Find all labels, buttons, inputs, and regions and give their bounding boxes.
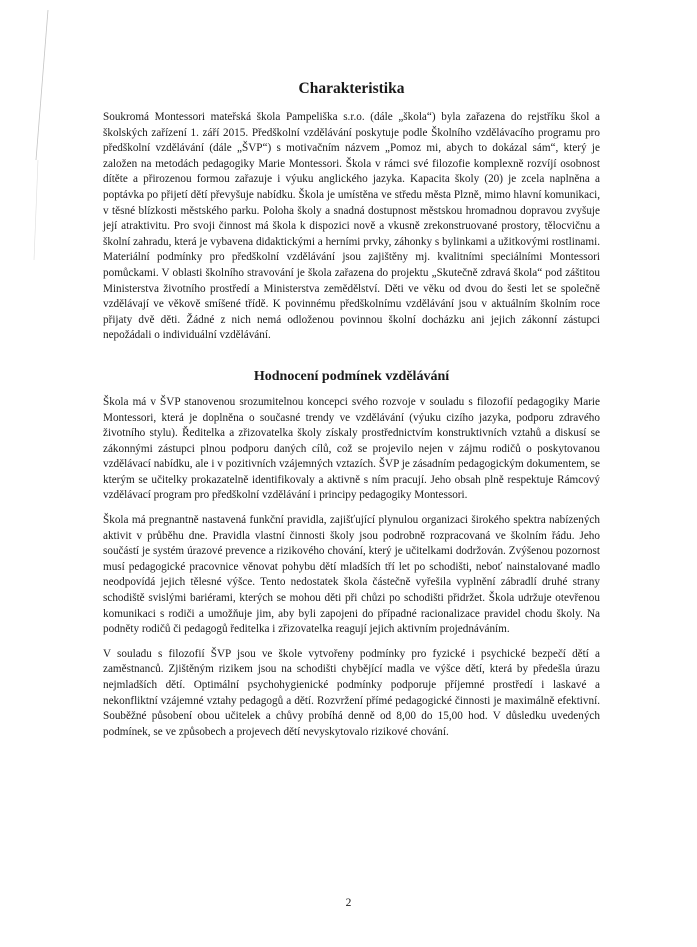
document-body xyxy=(103,58,600,749)
paragraph-conditions-3: V souladu s filozofií ŠVP jsou ve škole vytvořeny podmínky pro fyzické i psychické bezpečí dětí a zaměstnanců. Zjištěným rizikem jsou na schodišti chybějící madla ve výšce dětí, která by předešla úrazu nejmladších dětí. Optimální psychohygienické podmínky podporuje příjemné prostředí i laskavé a nekonfliktní vzájemné vztahy pedagogů a dětí. Rozvržení přímé pedagogické činnosti je maximálně efektivní. Souběžné působení obou učitelek a chůvy probíhá denně od 8,00 do 15,00 hod. V důsledku uvedených podmínek, se ve způsobech a projevech dětí nevyskytovalo rizikové chování. xyxy=(103,647,600,738)
page-number: 2 xyxy=(345,897,352,909)
section-heading-conditions: Hodnocení podmínek vzdělávání xyxy=(253,368,450,384)
paragraph-conditions-1: Škola má v ŠVP stanovenou srozumitelnou koncepci svého rozvoje v souladu s filozofií pedagogiky Marie Montessori, která je doplněna o současné trendy ve vzdělávání (výuku cizího jazyka, podporu zdravého životního stylu). Ředitelka a zřizovatelka školy získaly prostřednictvím konstruktivních vztahů a diskusí se zákonnými zástupci plnou podporu daných cílů, což se projevilo nejen v zájmu rodičů o poskytovanou vzdělávací nabídku, ale i v pozitivních vzájemných vztazích. ŠVP je zásadním pedagogickým dokumentem, se kterým se učitelky prokazatelně identifikovaly a aktivně s ním pracují. Jeho obsah plně respektuje Rámcový vzdělávací program pro předškolní vzdělávání i principy pedagogiky Montessori. xyxy=(103,395,600,502)
paragraph-conditions-2: Škola má pregnantně nastavená funkční pravidla, zajišťující plynulou organizaci širokého spektra nabízených aktivit v průběhu dne. Pravidla vlastní činnosti školy jsou podrobně rozpracovaná ve školním řádu. Jeho součástí je systém úrazové prevence a rizikového chování, který je učitelkami dodržován. Zvýšenou pozornost musí pedagogické pracovnice věnovat pohybu dětí mladších tří let po schodišti, neboť nainstalované madlo neodpovídá jejich tělesné výšce. Tento nedostatek škola částečně vyřešila vyplnění zábradlí druhé strany schodiště svislými bariérami, kterých se mohou děti při chůzi po schodišti přidržet. Škola udržuje otevřenou komunikaci s rodiči a umožňuje jim, aby byli zapojeni do případné racionalizace pravidel chodu školy. Na podněty rodičů či pedagogů ředitelka i zřizovatelka reagují jejich aktivním projednáváním. xyxy=(103,514,600,636)
paragraph-characteristics: Soukromá Montessori mateřská škola Pampeliška s.r.o. (dále „škola“) byla zařazena do rejstříku škol a školských zařízení 1. září 2015. Předškolní vzdělávání poskytuje podle Školního vzdělávacího programu pro předškolní vzdělávání (dále „ŠVP“) s motivačním názvem „Pomoz mi, abych to dokázal sám“, který je založen na metodách pedagogiky Marie Montessori. Škola v rámci své filozofie komplexně rozvíjí osobnost dítěte a přirozenou formou zařazuje i výuku anglického jazyka. Kapacita školy (20) je zcela naplněna a poptávka po přijetí dětí převyšuje nabídku. Škola je umístěna ve středu města Plzně, mimo hlavní komunikaci, v těsné blízkosti městského parku. Poloha školy a snadná dostupnost městskou hromadnou dopravou zvyšuje její atraktivitu. Pro svoji činnost má škola k dispozici nově a vkusně zrekonstruované prostory, tělocvičnu a školní zahradu, která je vybavena didaktickými a herními prvky, záhonky s bylinkami a užitkovými rostlinami. Materiální podmínky pro předškolní vzdělávání jsou zajištěny mj. kvalitními speciálními Montessori pomůckami. V oblasti školního stravování je škola zařazena do projektu „Skutečně zdravá škola“ pod záštitou Ministerstva životního prostředí a Ministerstva zemědělství. Děti ve věku od dvou do šesti let se společně vzdělávají ve věkově smíšené třídě. K povinnému předškolnímu vzdělávání jsou v aktuálním školním roce přijaty dvě děti. Žádné z nich nemá odloženou povinnou školní docházku ani jejich zákonní zástupci nepožádali o individuální vzdělávání. xyxy=(103,111,600,342)
section-heading-characteristics: Charakteristika xyxy=(298,80,405,97)
